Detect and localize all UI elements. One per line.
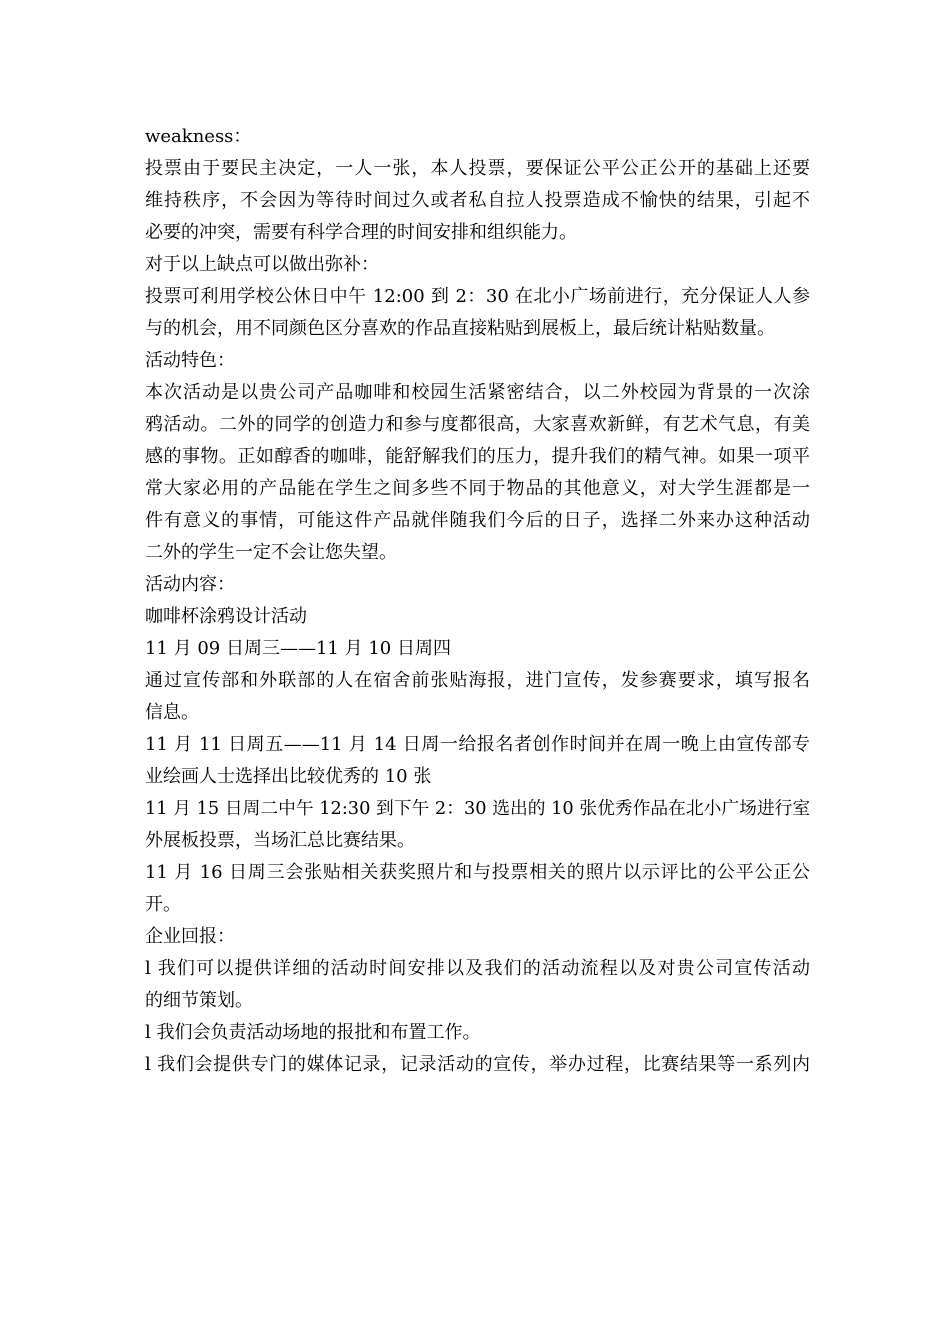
paragraph-line: 外展板投票，当场汇总比赛结果。 bbox=[145, 830, 415, 851]
paragraph-line: 11 月 11 日周五——11 月 14 日周一给报名者创作时间并在周一晚上由宣传部专 bbox=[145, 734, 810, 755]
list-item: l 我们会提供专门的媒体记录，记录活动的宣传，举办过程，比赛结果等一系列内 bbox=[145, 1054, 810, 1075]
paragraph-line: 本次活动是以贵公司产品咖啡和校园生活紧密结合，以二外校园为背景的一次涂 bbox=[145, 382, 810, 403]
heading-weakness: weakness： bbox=[145, 126, 252, 147]
paragraph-line: 业绘画人士选择出比较优秀的 10 张 bbox=[145, 766, 432, 787]
paragraph-line: 常大家必用的产品能在学生之间多些不同于物品的其他意义，对大学生涯都是一 bbox=[145, 478, 810, 499]
document-body bbox=[145, 121, 810, 1081]
heading-return: 企业回报： bbox=[145, 926, 235, 947]
schedule-date: 11 月 09 日周三——11 月 10 日周四 bbox=[145, 638, 451, 659]
paragraph-line: 投票可利用学校公休日中午 12:00 到 2：30 在北小广场前进行，充分保证人人参 bbox=[145, 286, 810, 307]
paragraph-line: 感的事物。正如醇香的咖啡，能舒解我们的压力，提升我们的精气神。如果一项平 bbox=[145, 446, 810, 467]
list-item-continuation: 的细节策划。 bbox=[145, 990, 253, 1011]
paragraph-line: 件有意义的事情，可能这件产品就伴随我们今后的日子，选择二外来办这种活动 bbox=[145, 510, 810, 531]
activity-title: 咖啡杯涂鸦设计活动 bbox=[145, 606, 307, 627]
paragraph-line: 投票由于要民主决定，一人一张，本人投票，要保证公平公正公开的基础上还要 bbox=[145, 158, 810, 179]
list-item: l 我们会负责活动场地的报批和布置工作。 bbox=[145, 1022, 481, 1043]
list-item: l 我们可以提供详细的活动时间安排以及我们的活动流程以及对贵公司宣传活动 bbox=[145, 958, 810, 979]
paragraph-line: 11 月 16 日周三会张贴相关获奖照片和与投票相关的照片以示评比的公平公正公 bbox=[145, 862, 810, 883]
paragraph-line: 通过宣传部和外联部的人在宿舍前张贴海报，进门宣传，发参赛要求，填写报名 bbox=[145, 670, 810, 691]
heading-features: 活动特色： bbox=[145, 350, 235, 371]
paragraph-line: 11 月 15 日周二中午 12:30 到下午 2：30 选出的 10 张优秀作品在北小广场进行室 bbox=[145, 799, 811, 819]
paragraph-line: 二外的学生一定不会让您失望。 bbox=[145, 542, 397, 563]
paragraph-line: 必要的冲突，需要有科学合理的时间安排和组织能力。 bbox=[145, 222, 577, 243]
paragraph-line: 鸦活动。二外的同学的创造力和参与度都很高，大家喜欢新鲜，有艺术气息，有美 bbox=[145, 414, 810, 435]
paragraph-line: 开。 bbox=[145, 894, 181, 915]
paragraph-line: 信息。 bbox=[145, 702, 199, 723]
heading-content: 活动内容： bbox=[145, 574, 235, 595]
paragraph-line: 维持秩序，不会因为等待时间过久或者私自拉人投票造成不愉快的结果，引起不 bbox=[145, 190, 810, 211]
heading-remedy: 对于以上缺点可以做出弥补： bbox=[145, 254, 379, 275]
paragraph-line: 与的机会，用不同颜色区分喜欢的作品直接粘贴到展板上，最后统计粘贴数量。 bbox=[145, 318, 775, 339]
